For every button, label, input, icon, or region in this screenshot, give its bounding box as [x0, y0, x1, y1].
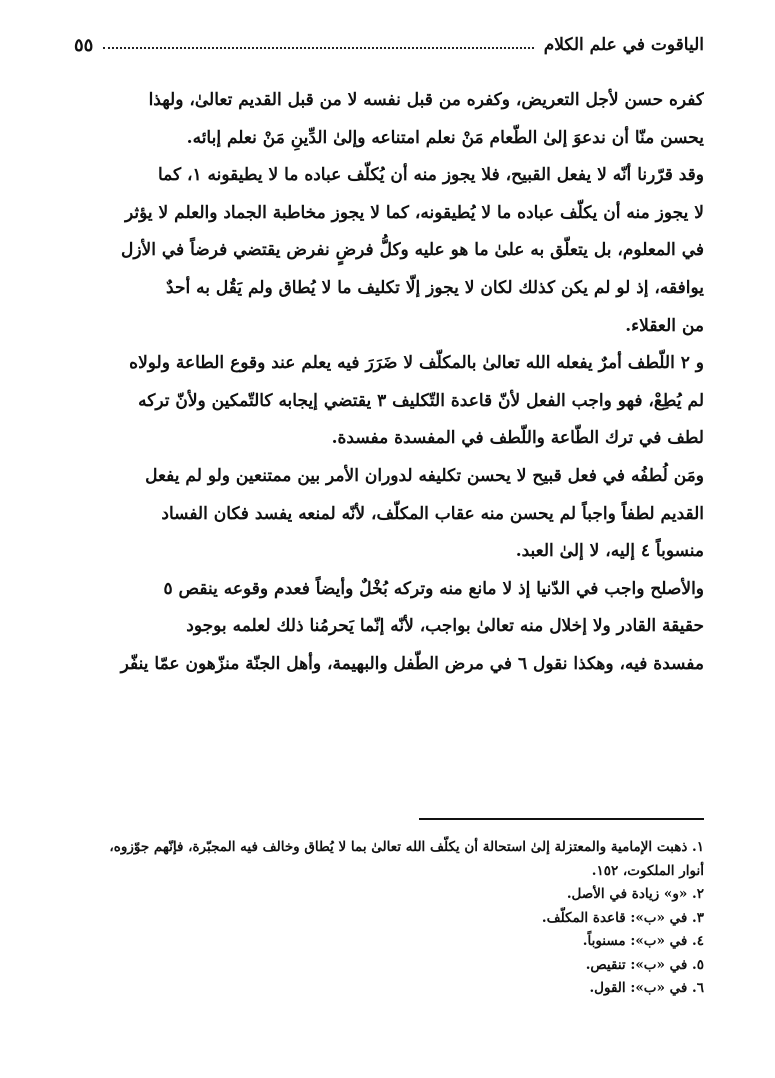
footnote: ١. ذهبت الإمامية والمعتزلة إلىٰ استحالة أن يكلّف الله تعالىٰ بما لا يُطاق وخالف فيه المجبّرة، فإنّهم جوّزوه، — [109, 839, 704, 855]
text-line: في المعلوم، بل يتعلّق به علىٰ ما هو عليه وكلُّ فرضٍ نفرض يقتضي فرضاً في الأزل — [120, 240, 704, 261]
text-line: حقيقة القادر ولا إخلال منه تعالىٰ بواجب، لأنّه إنّما يَحرمُنا ذلك لعلمه بوجود — [186, 616, 704, 637]
paragraph — [74, 345, 704, 458]
text-line: منسوباً ٤ إليه، لا إلىٰ العبد. — [515, 541, 704, 562]
footnote: ٢. «و» زيادة في الأصل. — [566, 886, 704, 902]
footnote: ٣. في «ب»: قاعدة المكلّف. — [541, 909, 704, 926]
footnote: ٦. في «ب»: القول. — [589, 980, 704, 996]
footnote-divider — [419, 818, 704, 820]
paragraph — [74, 82, 704, 157]
text-line: وقد قرّرنا أنّه لا يفعل القبيح، فلا يجوز منه أن يُكلّف عباده ما لا يطيقونه ١، كما — [157, 165, 704, 186]
footnote: ٤. في «ب»: مسنوباً. — [582, 933, 704, 949]
text-line: القديم لطفاً واجباً لم يحسن منه عقاب المكلّف، لأنّه لمنعه يفسد فكان الفساد — [161, 503, 704, 524]
text-line: يحسن منّا أن ندعوَ إلىٰ الطّعام مَنْ نعلم امتناعه وإلىٰ الدِّينِ مَنْ نعلم إبائه. — [186, 127, 704, 148]
page-number: ٥٥ — [74, 34, 94, 56]
text-line: لا يجوز منه أن يكلّف عباده ما لا يُطيقونه، كما لا يجوز مخاطبة الجماد والعلم لا يؤثر — [125, 202, 704, 223]
footnote: أنوار الملكوت، ١٥٢. — [591, 862, 704, 879]
text-line: لم يُطِعْ، فهو واجب الفعل لأنّ قاعدة التّكليف ٣ يقتضي إيجابه كالتّمكين ولأنّ تركه — [138, 390, 704, 411]
text-line: يوافقه، إذ لو لم يكن كذلك لكان لا يجوز إلّا تكليف ما لا يُطاق ولم يَقُل به أحدٌ — [166, 277, 704, 298]
text-line: من العقلاء. — [625, 315, 704, 336]
paragraph — [74, 157, 704, 345]
text-line: كفره حسن لأجل التعريض، وكفره من قبل نفسه لا من قبل القديم تعالىٰ، ولهذا — [148, 90, 704, 110]
text-line: والأصلح واجب في الدّنيا إذ لا مانع منه وتركه بُخْلٌ وأيضاً فعدم وقوعه ينقص ٥ — [163, 578, 704, 599]
footnotes — [74, 836, 704, 1001]
paragraph — [74, 571, 704, 684]
text-line: مفسدة فيه، وهكذا نقول ٦ في مرض الطّفل والبهيمة، وأهل الجنّة منزّهون عمّا ينفّر — [120, 653, 704, 674]
footnote: ٥. في «ب»: تنقيص. — [585, 956, 704, 973]
dotted-leader — [103, 47, 533, 49]
text-line: ومَن لُطفُه في فعل قبيح لا يحسن تكليفه لدوران الأمر بين ممتنعين ولو لم يفعل — [145, 465, 704, 486]
running-header — [74, 30, 704, 60]
text-line: و ٢ اللّطف أمرٌ يفعله الله تعالىٰ بالمكلّف لا ضَرَرَ فيه يعلم عند وقوع الطاعة ولولاه — [129, 353, 704, 374]
paragraph — [74, 458, 704, 571]
text-line: لطف في ترك الطّاعة واللّطف في المفسدة مفسدة. — [331, 428, 704, 449]
running-title: الياقوت في علم الكلام — [543, 35, 704, 55]
main-text — [74, 82, 704, 684]
